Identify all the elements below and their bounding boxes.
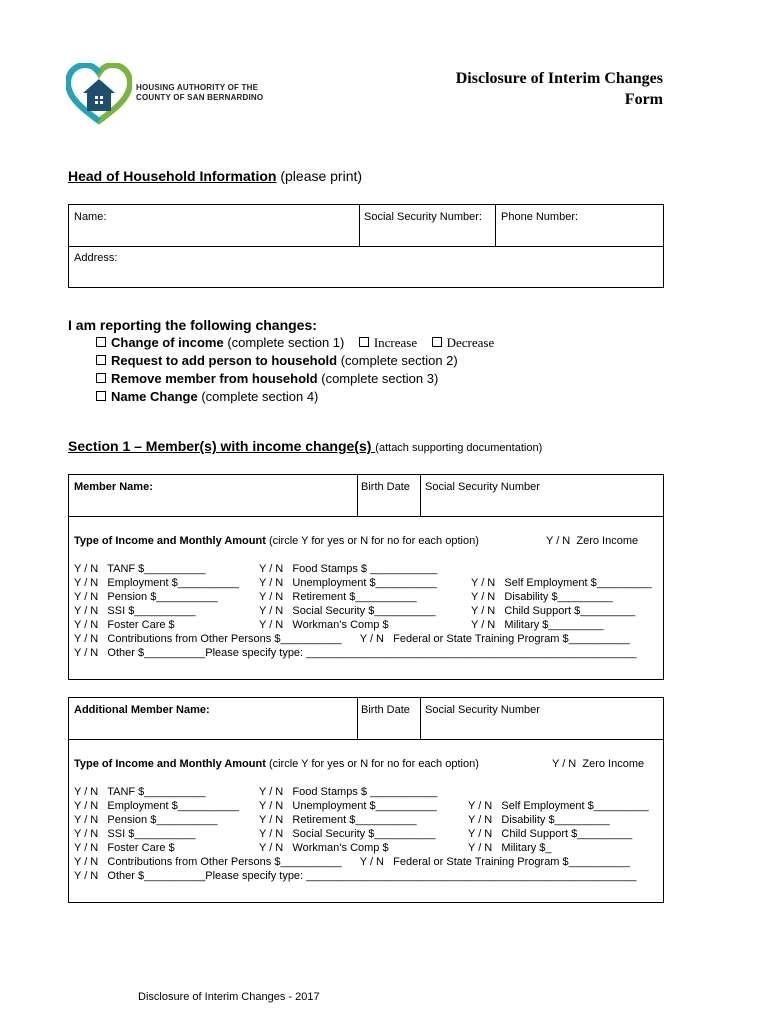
- house-heart-logo-icon: [66, 63, 132, 125]
- additional-member-name-field[interactable]: Additional Member Name:: [74, 704, 210, 716]
- remove-member-label: Remove member from household: [111, 371, 318, 386]
- income-option[interactable]: Y / N Food Stamps $ ___________: [259, 563, 438, 575]
- income-option[interactable]: Y / N Retirement $__________: [259, 591, 417, 603]
- change-income-option[interactable]: [96, 334, 494, 352]
- hoh-table: [68, 204, 664, 288]
- income-type-note: (circle Y for yes or N for no for each option): [268, 535, 479, 547]
- income-option[interactable]: Y / N Workman’s Comp $: [259, 842, 389, 854]
- section1-title: Section 1 – Member(s) with income change(s): [68, 438, 376, 454]
- income-option[interactable]: Y / N Disability $_________: [468, 814, 610, 826]
- hoh-heading-note: (please print): [280, 168, 363, 184]
- checkbox-icon[interactable]: [96, 373, 106, 383]
- income-option[interactable]: Y / N TANF $__________: [74, 563, 206, 575]
- income-type-note: (circle Y for yes or N for no for each option): [268, 758, 479, 770]
- income-option[interactable]: Y / N Unemployment $__________: [259, 800, 437, 812]
- divider: [357, 698, 358, 740]
- income-option[interactable]: Y / N Workman’s Comp $: [259, 619, 389, 631]
- income-option[interactable]: Y / N Self Employment $_________: [468, 800, 649, 812]
- hoh-heading-text: Head of Household Information: [68, 168, 277, 184]
- org-name-line1: HOUSING AUTHORITY OF THE: [136, 83, 259, 92]
- income-type-heading: [74, 535, 479, 547]
- birth-date-field[interactable]: Birth Date: [361, 481, 410, 493]
- additional-member-box: [68, 697, 664, 903]
- income-option[interactable]: Y / N Unemployment $__________: [259, 577, 437, 589]
- divider: [420, 475, 421, 517]
- remove-member-option[interactable]: [96, 370, 438, 388]
- income-type-label: Type of Income and Monthly Amount: [74, 758, 266, 770]
- birth-date-field[interactable]: Birth Date: [361, 704, 410, 716]
- add-person-note: (complete section 2): [340, 353, 458, 368]
- checkbox-icon[interactable]: [96, 355, 106, 365]
- income-option[interactable]: Y / N Food Stamps $ ___________: [259, 786, 438, 798]
- divider: [495, 205, 496, 247]
- member-ssn-field[interactable]: Social Security Number: [425, 704, 540, 716]
- hoh-row-1: [69, 205, 663, 247]
- org-name-line2: COUNTY OF SAN BERNARDINO: [136, 93, 264, 102]
- decrease-label: Decrease: [446, 335, 495, 350]
- income-option[interactable]: Y / N Child Support $_________: [468, 828, 633, 840]
- contributions-option[interactable]: Y / N Contributions from Other Persons $__________ Y / N Federal or State Training Program $__________: [74, 856, 630, 868]
- section1-heading: [68, 438, 542, 454]
- income-option[interactable]: Y / N TANF $__________: [74, 786, 206, 798]
- income-option[interactable]: Y / N Military $_: [468, 842, 552, 854]
- checkbox-icon[interactable]: [96, 391, 106, 401]
- change-income-label: Change of income: [111, 335, 224, 350]
- add-person-option[interactable]: [96, 352, 458, 370]
- page-footer: Disclosure of Interim Changes - 2017: [138, 991, 320, 1003]
- income-option[interactable]: Y / N Military $_________: [471, 619, 604, 631]
- ssn-field[interactable]: Social Security Number:: [364, 211, 482, 223]
- checkbox-decrease-icon[interactable]: [432, 337, 442, 347]
- income-type-heading: [74, 758, 479, 770]
- reporting-title: I am reporting the following changes:: [68, 317, 317, 333]
- income-option[interactable]: Y / N Foster Care $: [74, 842, 175, 854]
- income-option[interactable]: Y / N Social Security $__________: [259, 605, 436, 617]
- address-field[interactable]: Address:: [74, 252, 118, 264]
- title-line2: Form: [624, 91, 663, 108]
- increase-label: Increase: [373, 335, 418, 350]
- income-option[interactable]: Y / N Foster Care $: [74, 619, 175, 631]
- zero-income-option[interactable]: Y / N Zero Income: [552, 758, 645, 770]
- member-header-row: [69, 475, 663, 517]
- name-change-note: (complete section 4): [201, 389, 319, 404]
- income-option[interactable]: Y / N Pension $__________: [74, 591, 218, 603]
- income-option[interactable]: Y / N Employment $__________: [74, 577, 239, 589]
- phone-field[interactable]: Phone Number:: [501, 211, 579, 223]
- income-option[interactable]: Y / N SSI $__________: [74, 828, 196, 840]
- name-change-option[interactable]: [96, 388, 318, 406]
- income-option[interactable]: Y / N Retirement $__________: [259, 814, 417, 826]
- income-option[interactable]: Y / N Employment $__________: [74, 800, 239, 812]
- add-person-label: Request to add person to household: [111, 353, 338, 368]
- income-option[interactable]: Y / N Self Employment $_________: [471, 577, 652, 589]
- income-option[interactable]: Y / N SSI $__________: [74, 605, 196, 617]
- name-change-label: Name Change: [111, 389, 198, 404]
- member-ssn-field[interactable]: Social Security Number: [425, 481, 540, 493]
- section1-note: (attach supporting documentation): [375, 442, 543, 454]
- page-title: [456, 68, 663, 110]
- divider: [420, 698, 421, 740]
- income-option[interactable]: Y / N Child Support $_________: [471, 605, 636, 617]
- member-name-field[interactable]: Member Name:: [74, 481, 153, 493]
- divider: [359, 205, 360, 247]
- income-type-label: Type of Income and Monthly Amount: [74, 535, 266, 547]
- title-line1: Disclosure of Interim Changes: [455, 70, 663, 87]
- income-option[interactable]: Y / N Social Security $__________: [259, 828, 436, 840]
- org-logo: [66, 63, 276, 125]
- income-option[interactable]: Y / N Pension $__________: [74, 814, 218, 826]
- other-income-option[interactable]: Y / N Other $__________Please specify type: ______________________________________________________: [74, 647, 637, 659]
- remove-member-note: (complete section 3): [321, 371, 439, 386]
- member-header-row: [69, 698, 663, 740]
- hoh-heading: [68, 168, 362, 184]
- member-box: [68, 474, 664, 680]
- checkbox-icon[interactable]: [96, 337, 106, 347]
- zero-income-option[interactable]: Y / N Zero Income: [546, 535, 639, 547]
- contributions-option[interactable]: Y / N Contributions from Other Persons $__________ Y / N Federal or State Training Program $__________: [74, 633, 630, 645]
- divider: [357, 475, 358, 517]
- checkbox-increase-icon[interactable]: [359, 337, 369, 347]
- other-income-option[interactable]: Y / N Other $__________Please specify type: ______________________________________________________: [74, 870, 637, 882]
- change-income-note: (complete section 1): [227, 335, 345, 350]
- name-field[interactable]: Name:: [74, 211, 107, 223]
- income-option[interactable]: Y / N Disability $_________: [471, 591, 613, 603]
